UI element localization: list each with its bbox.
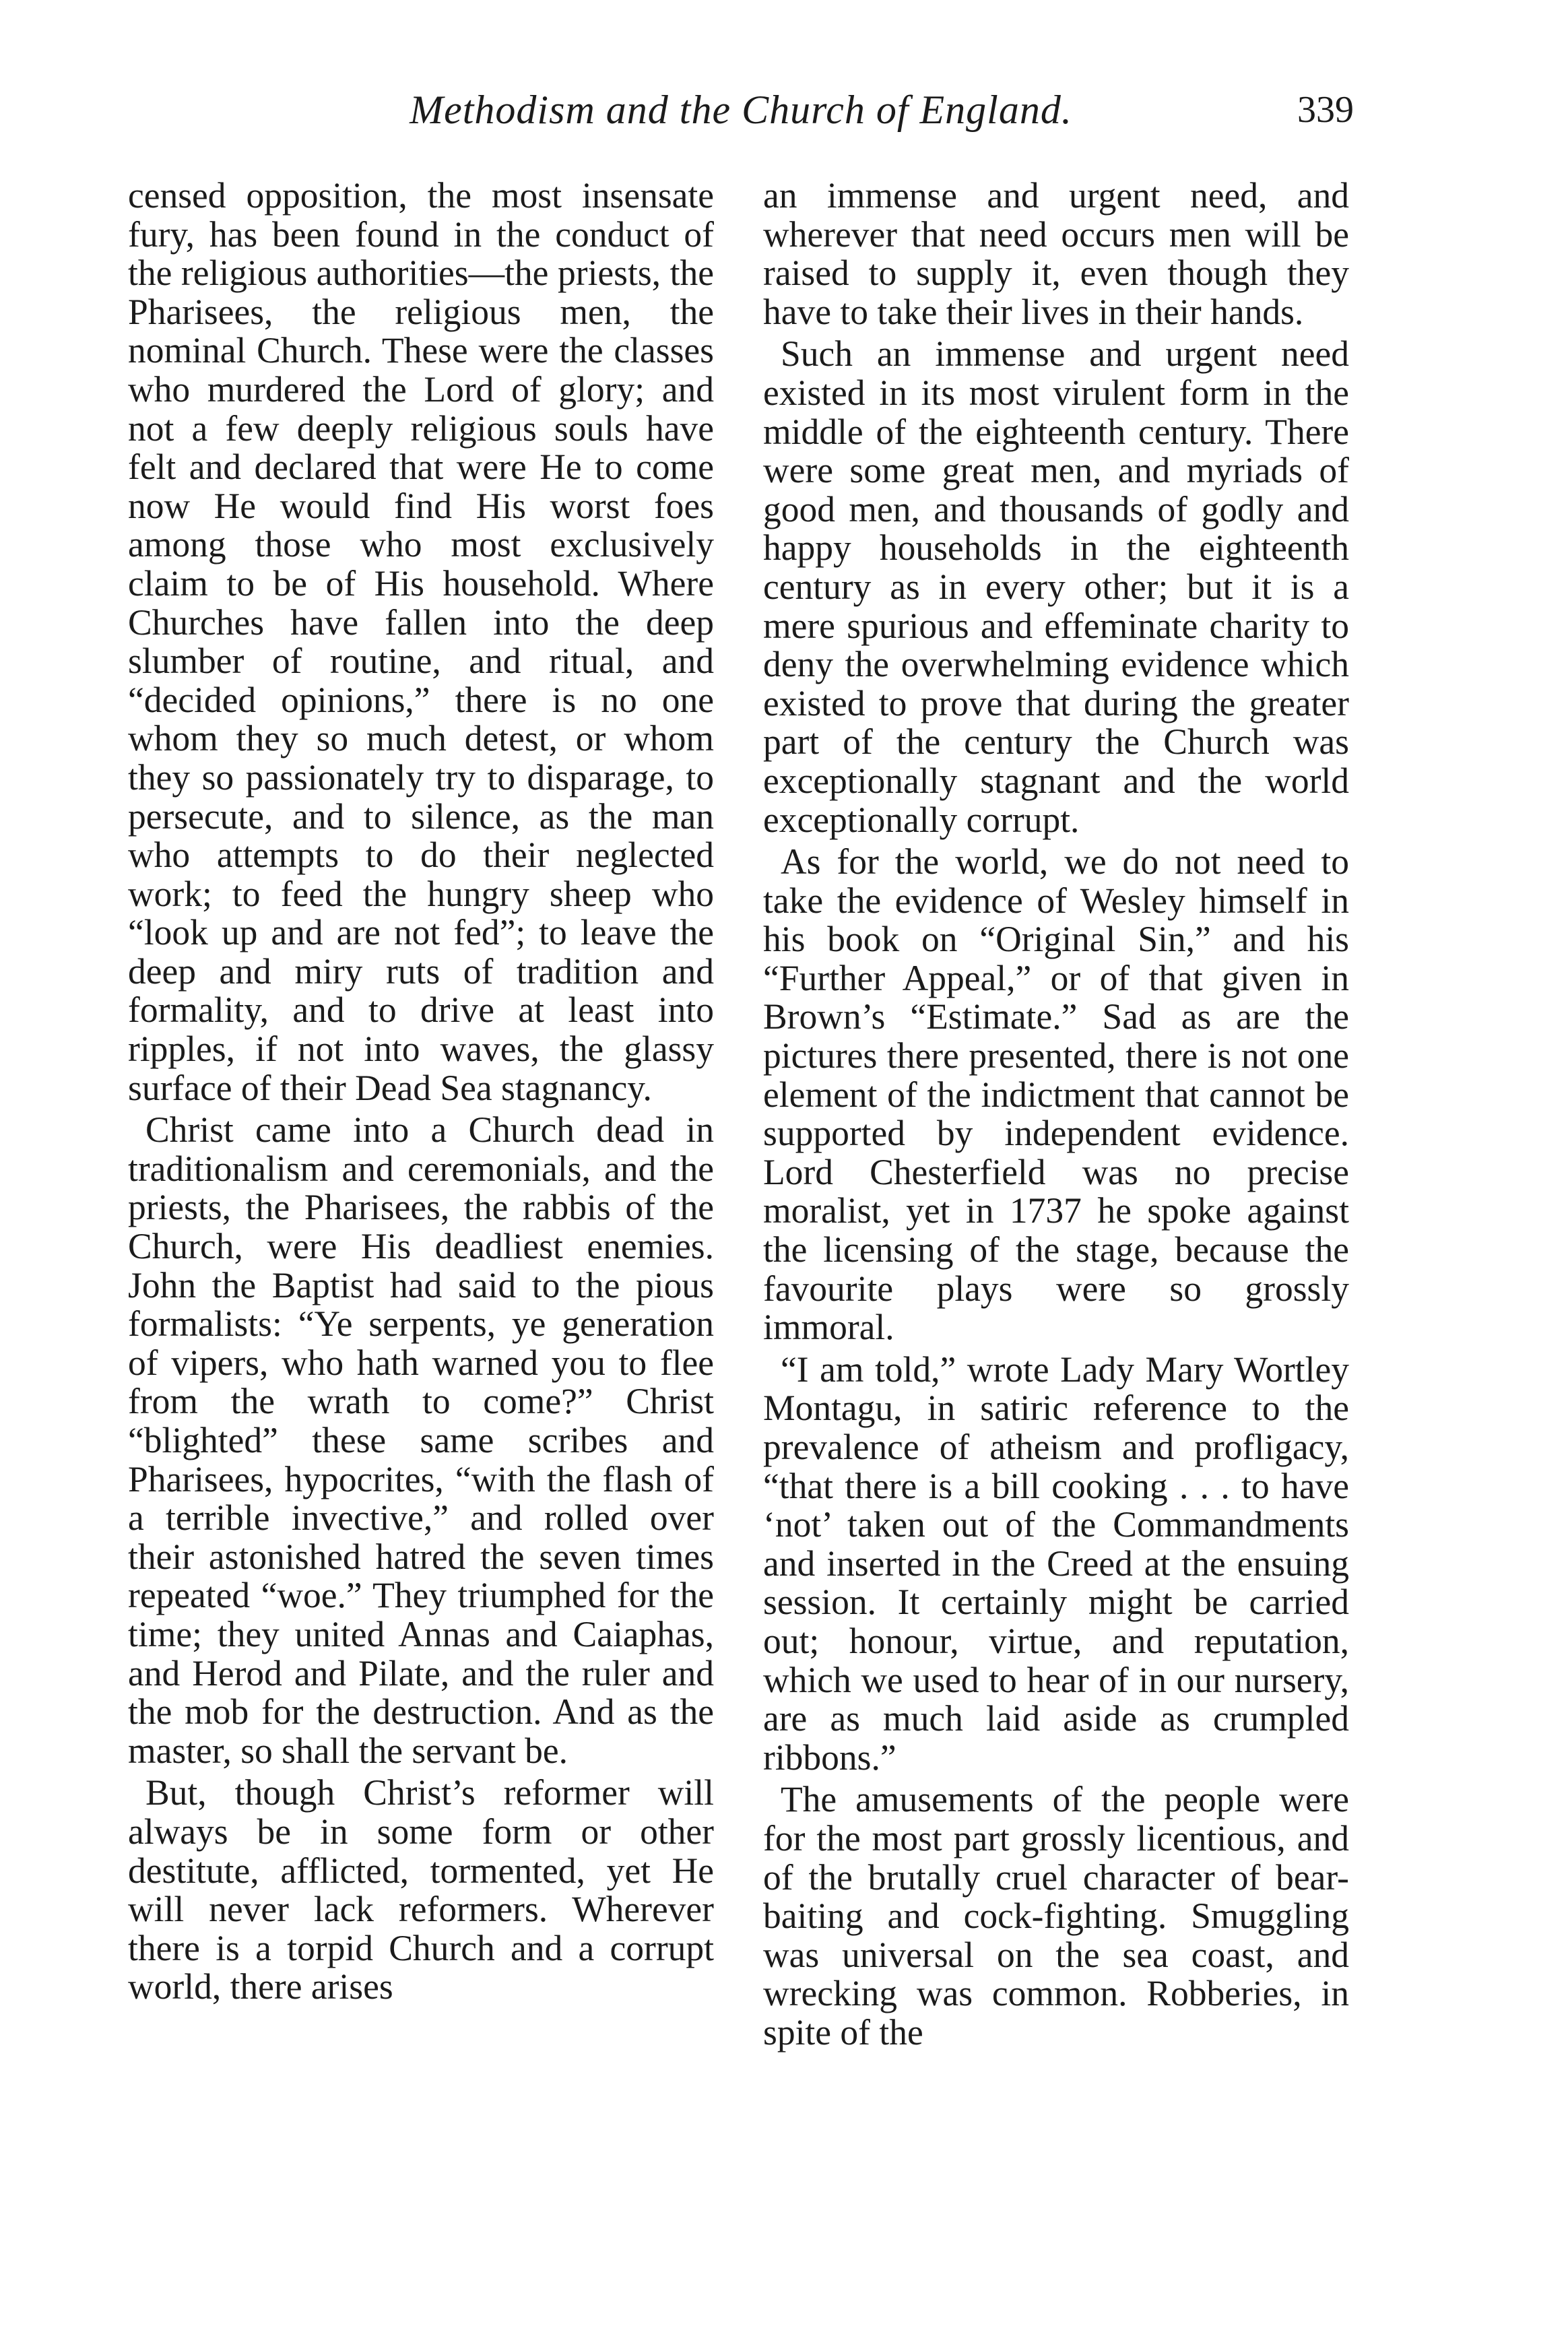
paragraph: Such an immense and urgent need existed in its most virulent form in the middle of the eighteenth century. There were some great men, and myriads of good men, and thousands of godly and happy households in the eighteenth century as in every other; but it is a mere spurious and effeminate charity to deny the overwhelming evidence which existed to prove that during the greater part of the century the Church was exceptionally stagnant and the world exceptionally corrupt. [763, 333, 1349, 840]
left-column [128, 176, 714, 2007]
paragraph: But, though Christ’s reformer will always be in some form or other destitute, afflicted, tormented, yet He will never lack reformers. Wherever there is a torpid Church and a corrupt world, there arises [128, 1772, 714, 2007]
paragraph: Christ came into a Church dead in traditionalism and ceremonials, and the priests, the Pharisees, the rabbis of the Church, were His deadliest enemies. John the Baptist had said to the pious formalists: “Ye serpents, ye generation of vipers, who hath warned you to flee from the wrath to come?” Christ “blighted” these same scribes and Pharisees, hypocrites, “with the flash of a terrible invective,” and rolled over their astonished hatred the seven times repeated “woe.” They triumphed for the time; they united Annas and Caiaphas, and Herod and Pilate, and the ruler and the mob for the destruction. And as the master, so shall the servant be. [128, 1109, 714, 1771]
right-column [763, 176, 1349, 2053]
paragraph: “I am told,” wrote Lady Mary Wortley Montagu, in satiric reference to the prevalence of atheism and profligacy, “that there is a bill cooking . . . to have ‘not’ taken out of the Commandments and inserted in the Creed at the ensuing session. It certainly might be carried out; honour, virtue, and reputation, which we used to hear of in our nursery, are as much laid aside as crumpled ribbons.” [763, 1349, 1349, 1778]
paragraph: an immense and urgent need, and wherever that need occurs men will be raised to supply it, even though they have to take their lives in their hands. [763, 175, 1349, 332]
paragraph: The amusements of the people were for the most part grossly licentious, and of the brutally cruel character of bear-baiting and cock-fighting. Smuggling was universal on the sea coast, and wrecking was common. Robberies, in spite of the [763, 1779, 1349, 2053]
page-number: 339 [1297, 89, 1354, 131]
page-header [128, 86, 1354, 133]
paragraph: censed opposition, the most insensate fury, has been found in the conduct of the religious authorities—the priests, the Pharisees, the religious men, the nominal Church. These were the classes who murdered the Lord of glory; and not a few deeply religious souls have felt and declared that were He to come now He would find His worst foes among those who most exclusively claim to be of His household. Where Churches have fallen into the deep slumber of routine, and ritual, and “decided opinions,” there is no one whom they so much detest, or whom they so passionately try to disparage, to persecute, and to silence, as the man who attempts to do their neglected work; to feed the hungry sheep who “look up and are not fed”; to leave the deep and miry ruts of tradition and formality, and to drive at least into ripples, if not into waves, the glassy surface of their Dead Sea stagnancy. [128, 175, 714, 1108]
running-title: Methodism and the Church of England. [410, 88, 1072, 132]
paragraph: As for the world, we do not need to take the evidence of Wesley himself in his book on “Original Sin,” and his “Further Appeal,” or of that given in Brown’s “Estimate.” Sad as are the pictures there presented, there is not one element of the indictment that cannot be supported by independent evidence. Lord Chesterfield was no precise moralist, yet in 1737 he spoke against the licensing of the stage, because the favourite plays were so grossly immoral. [763, 841, 1349, 1348]
